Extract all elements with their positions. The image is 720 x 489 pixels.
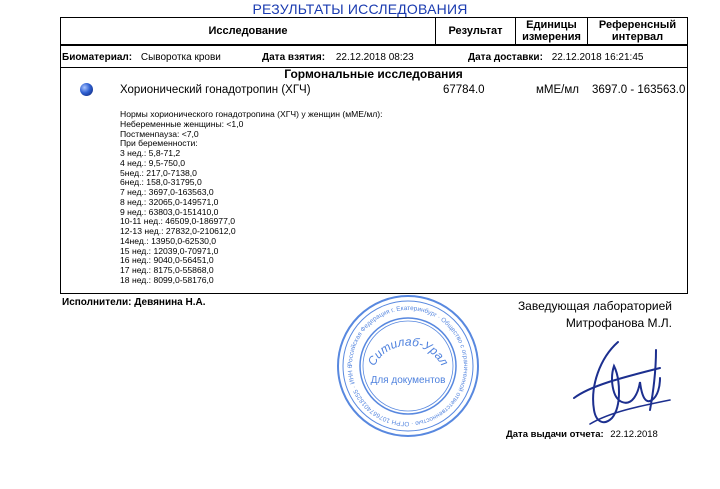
- norm-line: 18 нед.: 8099,0-58176,0: [120, 274, 214, 285]
- norm-line: 8 нед.: 32065,0-149571,0: [120, 196, 219, 207]
- biomaterial-value: Сыворотка крови: [140, 52, 221, 63]
- test-reference: 3697.0 - 163563.0: [592, 84, 686, 96]
- date-taken: [262, 52, 414, 63]
- issue-date-label: Дата выдачи отчета:: [506, 429, 604, 440]
- meta-top-divider: [60, 45, 687, 46]
- norm-line: 12-13 нед.: 27832,0-210612,0: [120, 226, 236, 236]
- norm-line: 6нед.: 158,0-31795,0: [120, 177, 202, 188]
- header-reference: Референсный интервал: [588, 18, 688, 45]
- head-name: Митрофанова М.Л.: [565, 316, 672, 330]
- section-title: Гормональные исследования: [284, 67, 463, 81]
- norm-line: 4 нед.: 9,5-750,0: [120, 157, 185, 168]
- date-delivery: [468, 52, 643, 63]
- date-taken-label: Дата взятия:: [262, 52, 326, 63]
- date-delivery-value: 22.12.2018 16:21:45: [551, 52, 644, 63]
- signature: [560, 338, 675, 430]
- svg-text:Ситилаб-Урал: [365, 335, 452, 369]
- biomaterial: [62, 52, 221, 63]
- header-units: Единицы измерения: [516, 18, 588, 45]
- executor: Исполнители: Девянина Н.А.: [62, 297, 206, 308]
- norm-line: 3 нед.: 5,8-71,2: [120, 148, 181, 158]
- results-table-header: [60, 17, 688, 45]
- norm-line: 9 нед.: 63803,0-151410,0: [120, 206, 219, 217]
- stamp-purpose: Для документов: [370, 375, 446, 386]
- norms-block: [120, 110, 383, 286]
- norm-line: Постменпауза: <7,0: [120, 128, 199, 139]
- norm-line: 16 нед.: 9040,0-56451,0: [120, 255, 214, 266]
- test-result: 67784.0: [443, 84, 485, 96]
- issue-date-value: 22.12.2018: [610, 429, 658, 440]
- norm-line: При беременности:: [120, 138, 198, 149]
- stamp-seal: [333, 291, 483, 441]
- report-title: РЕЗУЛЬТАТЫ ИССЛЕДОВАНИЯ: [252, 1, 468, 17]
- stamp-company: Ситилаб-Урал: [364, 334, 452, 369]
- issue-date: [506, 429, 658, 440]
- blue-sphere-icon: [80, 83, 93, 96]
- norm-line: 5нед.: 217,0-7138,0: [120, 167, 197, 178]
- stamp-ring-text: Российская Федерация г. Екатеринбург · Общество с ограниченной ответственностью · ОГРН 1076674018255 · ИНН 6: [346, 304, 470, 428]
- norm-line: Небеременные женщины: <1,0: [120, 118, 244, 129]
- head-position: Заведующая лабораторией: [517, 299, 672, 313]
- norm-line: 14нед.: 13950,0-62530,0: [120, 235, 217, 246]
- norm-line: 10-11 нед.: 46509,0-186977,0: [120, 216, 236, 227]
- norm-line: 15 нед.: 12039,0-70971,0: [120, 245, 219, 256]
- biomaterial-label: Биоматериал:: [62, 52, 133, 63]
- test-units: мМЕ/мл: [536, 84, 579, 96]
- header-result: Результат: [436, 18, 516, 45]
- date-delivery-label: Дата доставки:: [468, 52, 543, 63]
- test-name: Хорионический гонадотропин (ХГЧ): [120, 84, 311, 96]
- head-of-lab: [518, 298, 672, 332]
- header-research: Исследование: [61, 18, 436, 45]
- date-taken-value: 22.12.2018 08:23: [335, 52, 414, 63]
- norm-line: 17 нед.: 8175,0-55868,0: [120, 265, 214, 275]
- norm-line: 7 нед.: 3697,0-163563,0: [120, 187, 214, 197]
- norm-line: Нормы хорионического гонадотропина (ХГЧ) у женщин (мМЕ/мл):: [120, 109, 383, 119]
